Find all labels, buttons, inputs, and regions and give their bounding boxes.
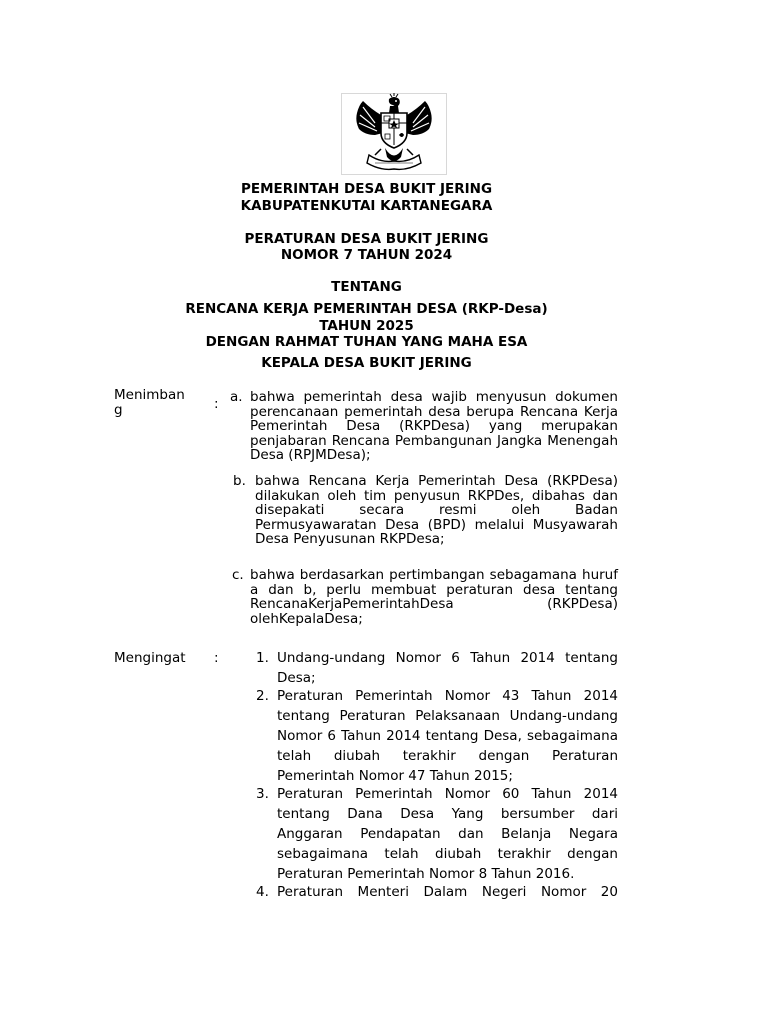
menimbang-item-a-letter: a. [230, 389, 243, 405]
menimbang-label: Menimban g [114, 387, 185, 418]
menimbang-item-c-letter: c. [232, 567, 244, 583]
regulation-subject-line: RENCANA KERJA PEMERINTAH DESA (RKP-Desa) [185, 301, 548, 317]
menimbang-item-c-text: bahwa berdasarkan pertimbangan sebagamana huruf a dan b, perlu membuat peraturan desa tentang RencanaKerjaPemerintahDesa (RKPDesa) olehKepalaDesa; [250, 567, 618, 627]
mengingat-item-1-text: Undang-undang Nomor 6 Tahun 2014 tentang Desa; [277, 650, 618, 686]
mengingat-item-2-number: 2. [256, 688, 269, 704]
mengingat-item-4-number: 4. [256, 884, 269, 900]
mengingat-item-3-text: Peraturan Pemerintah Nomor 60 Tahun 2014 tentang Dana Desa Yang bersumber dari Anggaran Pendapatan dan Belanja Negara sebagaimana telah diubah terakhir dengan Peraturan Pemerintah Nomor 8 Tahun 2016. [277, 786, 618, 882]
mengingat-item-4-text: Peraturan Menteri Dalam Negeri Nomor 20 [277, 884, 618, 900]
mengingat-item-1-number: 1. [256, 650, 269, 666]
government-name-line: PEMERINTAH DESA BUKIT JERING [240, 181, 493, 197]
regulation-number-line: NOMOR 7 TAHUN 2024 [280, 247, 453, 263]
mengingat-item-3-number: 3. [256, 786, 269, 802]
regulation-year-line: TAHUN 2025 [319, 318, 414, 334]
mengingat-item-2-text: Peraturan Pemerintah Nomor 43 Tahun 2014 tentang Peraturan Pelaksanaan Undang-undang Nomor 6 Tahun 2014 tentang Desa, sebagaimana telah diubah terakhir dengan Peraturan Pemerintah Nomor 47 Tahun 2015; [277, 688, 618, 784]
regency-name-line: KABUPATENKUTAI KARTANEGARA [240, 198, 493, 214]
mengingat-colon: : [214, 650, 219, 666]
tentang-line: TENTANG [331, 279, 402, 295]
menimbang-item-b-letter: b. [233, 473, 246, 489]
menimbang-colon: : [214, 396, 219, 412]
menimbang-item-b-text: bahwa Rencana Kerja Pemerintah Desa (RKPDesa) dilakukan oleh tim penyusun RKPDes, dibahas dan disepakati secara resmi oleh Badan Permusyawaratan Desa (BPD) melalui Musyawarah Desa Penyusunan RKPDesa; [255, 473, 618, 547]
village-head-line: KEPALA DESA BUKIT JERING [261, 355, 472, 371]
menimbang-item-a-text: bahwa pemerintah desa wajib menyusun dokumen perencanaan pemerintah desa berupa Rencana Kerja Pemerintah Desa (RKPDesa) yang merupakan penjabaran Rencana Pembangunan Jangka Menengah Desa (RPJMDesa); [250, 389, 618, 463]
mengingat-label: Mengingat [114, 650, 186, 666]
garuda-pancasila-emblem-icon [341, 93, 447, 175]
blessing-line: DENGAN RAHMAT TUHAN YANG MAHA ESA [205, 334, 528, 350]
regulation-title-line: PERATURAN DESA BUKIT JERING [244, 231, 489, 247]
